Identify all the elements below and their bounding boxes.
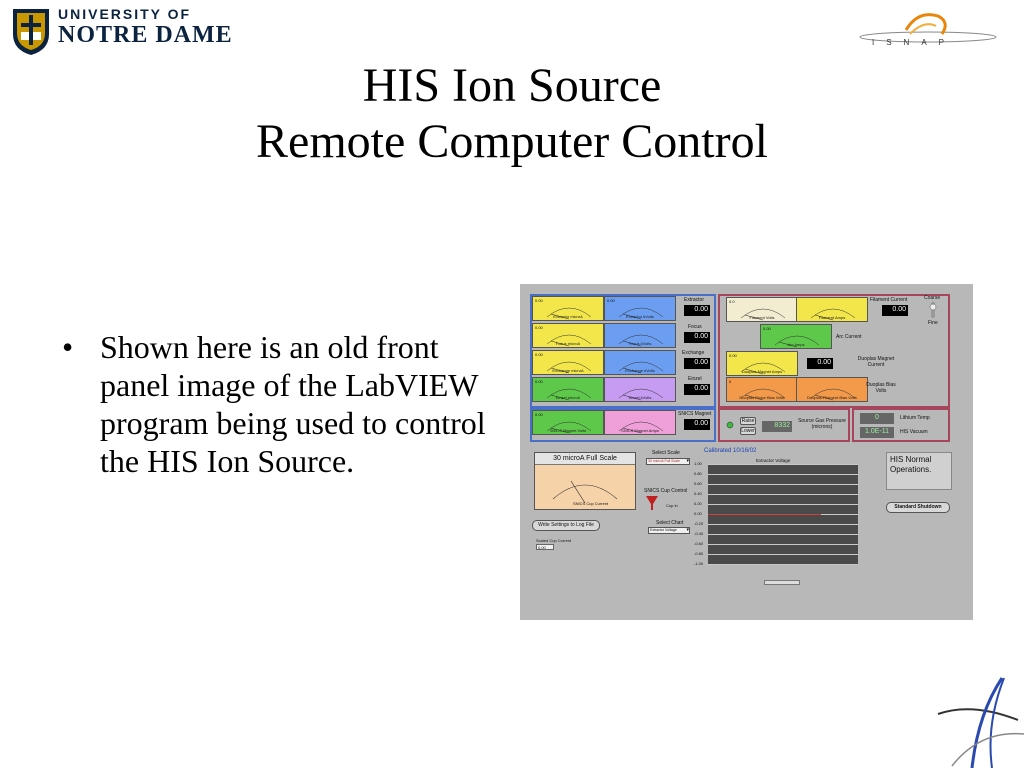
coarse-fine-toggle-icon[interactable] — [928, 302, 938, 318]
analog-meter — [604, 296, 676, 321]
calibrated-label: Calibrated 10/16/02 — [704, 448, 757, 454]
full-scale-needle-icon — [535, 465, 635, 505]
select-scale-value: 30 microA Full Scale — [648, 459, 680, 463]
bullet-marker: • — [62, 329, 74, 365]
his-vacuum-label: HIS Vacuum — [900, 429, 928, 435]
chart-tick-label: 1.00 — [694, 461, 702, 466]
chart-tick-label: 0.60 — [694, 481, 702, 486]
lower-button[interactable]: Lower — [741, 428, 755, 434]
exchange-value[interactable]: 0.00 — [684, 358, 710, 369]
meter-zero: 0.00 — [763, 326, 771, 331]
meter-caption: Focus microA — [555, 341, 581, 346]
bullet-text: Shown here is an old front panel image of the LabVIEW program being used to control the HIS Ion Source. — [100, 329, 486, 479]
duoplas-magnet-value[interactable]: 0.00 — [807, 358, 833, 369]
full-scale-caption: SNICS Cup Current — [573, 501, 609, 506]
title-line-1: HIS Ion Source — [362, 59, 662, 112]
filament-current-label: Filament Current — [870, 297, 908, 303]
focus-value[interactable]: 0.00 — [684, 332, 710, 343]
pressure-label: Source Gas Pressure (microns) — [798, 418, 846, 430]
select-scale-label: Select Scale — [652, 450, 680, 456]
chart-gridline — [708, 534, 858, 535]
filament-current-value[interactable]: 0.00 — [882, 305, 908, 316]
select-chart-dropdown[interactable] — [648, 527, 690, 534]
chart-gridline — [708, 524, 858, 525]
meter-zero: 0.00 — [535, 298, 543, 303]
coarse-label: Coarse — [924, 295, 941, 301]
extractor-voltage-chart — [708, 464, 858, 564]
school-name: NOTRE DAME — [58, 22, 233, 48]
chart-tick-label: 0.40 — [694, 491, 702, 496]
chart-trace-line — [708, 514, 821, 515]
meter-caption: Focus kVolts — [628, 341, 652, 346]
chart-tick-label: -0.60 — [694, 541, 704, 546]
university-line: UNIVERSITY OF — [58, 6, 192, 22]
lithium-temp-value: 0 — [860, 413, 894, 424]
meter-caption: Einzel microA — [555, 395, 581, 400]
cup-funnel-icon[interactable] — [646, 496, 658, 510]
meter-caption: Extractor kVolts — [626, 314, 654, 319]
isnap-orbit-icon — [858, 10, 998, 56]
chart-tick-label: 0.80 — [694, 471, 702, 476]
chart-gridline — [708, 494, 858, 495]
analog-meter — [604, 323, 676, 348]
write-log-button[interactable]: Write Settings to Log File — [532, 520, 600, 531]
isnap-letters: ISNAP — [872, 38, 957, 47]
extractor-label: Extractor — [684, 297, 705, 303]
exchange-label: Exchange — [682, 350, 705, 356]
full-scale-meter — [534, 452, 636, 510]
chart-tick-label: 0.00 — [694, 511, 702, 516]
select-chart-value: Extractor Voltage — [650, 528, 677, 532]
meter-caption: Einzel kVolts — [628, 395, 652, 400]
chart-gridline — [708, 474, 858, 475]
select-chart-label: Select Chart — [656, 520, 684, 526]
meter-zero: 0.00 — [607, 298, 615, 303]
scaled-cup-value: 0.00 — [536, 544, 554, 550]
fine-label: Fine — [928, 320, 938, 326]
cup-in-label: Cup In — [666, 503, 678, 508]
chart-gridline — [708, 504, 858, 505]
analog-meter — [760, 324, 832, 349]
meter-zero: 0.00 — [535, 352, 543, 357]
select-scale-chevron-icon: ▾ — [686, 458, 689, 464]
title-line-2: Remote Computer Control — [256, 115, 768, 168]
raise-button[interactable]: Raise — [741, 418, 755, 424]
his-vacuum-value: 1.0E-11 — [860, 427, 894, 438]
gas-indicator-led-icon — [726, 421, 734, 429]
meter-caption: Duoplas Probe Bias Volts — [739, 395, 785, 400]
analog-meter — [726, 377, 798, 402]
notre-dame-seal-icon — [10, 6, 52, 56]
meter-caption: Exchange microA — [552, 368, 584, 373]
analog-meter — [604, 377, 676, 402]
isnap-logo — [858, 10, 998, 56]
notre-dame-logo — [8, 4, 238, 60]
lithium-temp-label: Lithium Temp — [900, 415, 930, 421]
meter-zero: 0.00 — [535, 412, 543, 417]
meter-caption: Duoplas Filament Bias Volts — [807, 395, 857, 400]
meter-caption: Filament Volts — [749, 315, 775, 320]
analog-meter — [532, 296, 604, 321]
arc-current-label: Arc Current — [836, 334, 862, 340]
meter-caption: SNICS Magnet Volts — [549, 428, 587, 433]
nsl-logo-icon — [932, 674, 1024, 768]
chart-tick-label: -0.40 — [694, 531, 704, 536]
select-scale-dropdown[interactable] — [646, 458, 690, 465]
focus-label: Focus — [688, 324, 702, 330]
analog-meter — [726, 351, 798, 376]
analog-meter — [532, 377, 604, 402]
meter-caption: Extractor microA — [553, 314, 583, 319]
pressure-value: 8332 — [762, 421, 792, 432]
chart-tick-label: 0.20 — [694, 501, 702, 506]
meter-caption: Duoplas Magnet Amps — [741, 369, 783, 374]
analog-meter — [604, 350, 676, 375]
chart-gridline — [708, 544, 858, 545]
chart-gridline — [708, 464, 858, 465]
analog-meter — [604, 410, 676, 435]
chart-gridline — [708, 484, 858, 485]
meter-zero: 0.00 — [535, 379, 543, 384]
select-chart-chevron-icon: ▾ — [686, 527, 689, 533]
labview-front-panel — [520, 284, 973, 620]
meter-caption: SNICS Magnet Amps — [621, 428, 659, 433]
meter-caption: Filament Amps — [818, 315, 846, 320]
status-display: HIS Normal Operations. — [886, 452, 952, 490]
chart-title: Extractor Voltage — [756, 458, 791, 463]
analog-meter — [532, 410, 604, 435]
chart-gridline — [708, 554, 858, 555]
full-scale-title: 30 microA Full Scale — [535, 453, 635, 465]
meter-zero: 0.00 — [729, 353, 737, 358]
duoplas-magnet-label: Duoplas Magnet Current — [857, 356, 895, 368]
analog-meter — [532, 350, 604, 375]
einzel-label: Einzel — [688, 376, 702, 382]
meter-zero: 0.0 — [729, 299, 735, 304]
meter-zero: 0 — [729, 379, 732, 384]
chart-scrollbar[interactable] — [764, 580, 800, 585]
analog-meter — [796, 377, 868, 402]
meter-zero: 0.00 — [535, 325, 543, 330]
analog-meter — [532, 323, 604, 348]
notre-dame-wordmark — [58, 6, 233, 48]
snics-magnet-value[interactable]: 0.00 — [684, 419, 710, 430]
chart-tick-label: -0.80 — [694, 551, 704, 556]
analog-meter — [796, 297, 868, 322]
chart-gridline — [708, 564, 858, 565]
extractor-value[interactable]: 0.00 — [684, 305, 710, 316]
meter-caption: Arc Amps — [787, 342, 805, 347]
meter-caption: Exchange kVolts — [625, 368, 655, 373]
scaled-cup-label: Scaled Cup Current — [536, 538, 572, 543]
analog-meter — [726, 297, 798, 322]
snics-magnet-label: SNICS Magnet — [678, 411, 712, 417]
einzel-value[interactable]: 0.00 — [684, 384, 710, 395]
slide-title — [0, 58, 1024, 170]
standard-shutdown-button[interactable]: Standard Shutdown — [886, 502, 950, 513]
chart-tick-label: -1.00 — [694, 561, 704, 566]
duoplas-bias-label: Duoplas Bias Volts — [866, 382, 896, 394]
chart-tick-label: -0.20 — [694, 521, 704, 526]
snics-cup-label: SNICS Cup Control — [644, 488, 688, 494]
